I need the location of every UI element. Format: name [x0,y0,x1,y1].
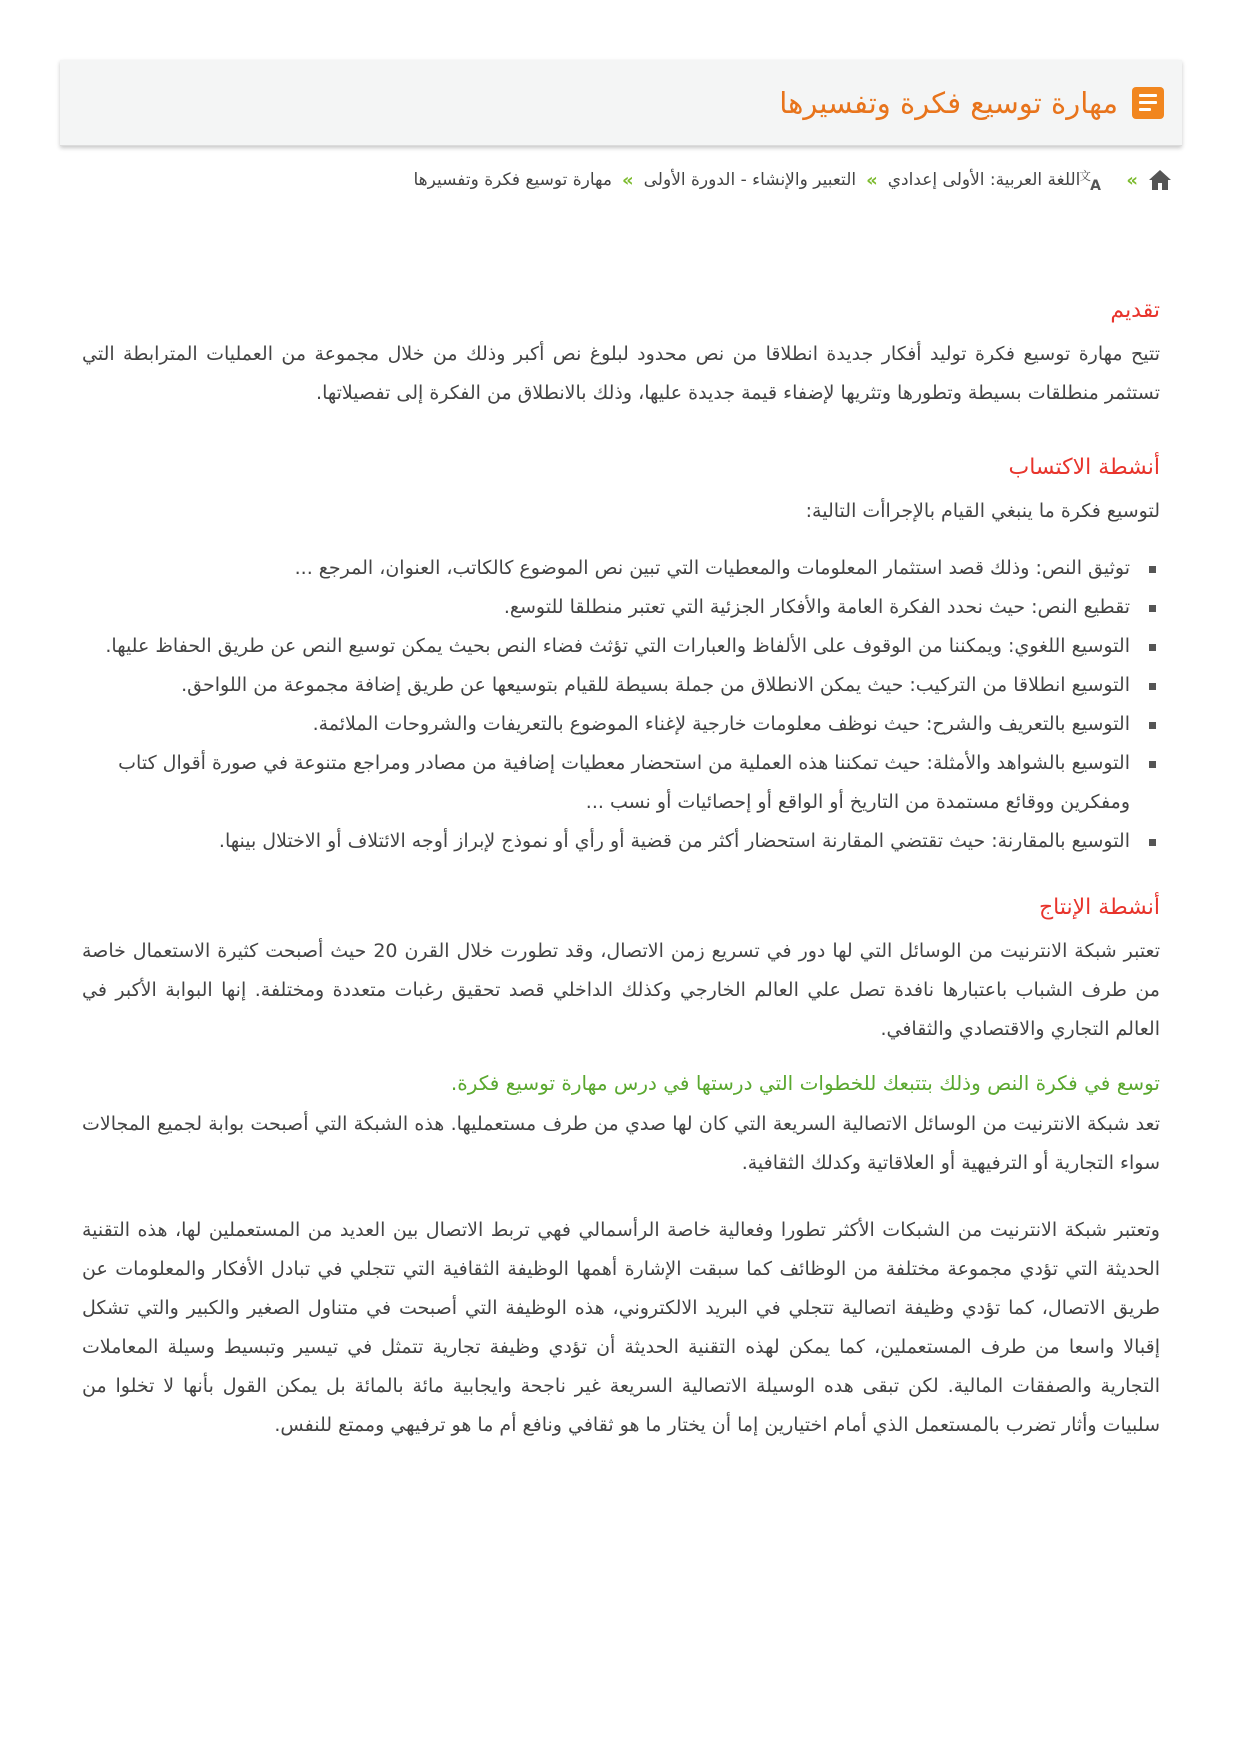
list-item: التوسيع انطلاقا من التركيب: حيث يمكن الانطلاق من جملة بسيطة للقيام بتوسيعها عن طريق إضافة مجموعة من اللواحق. [82,666,1130,705]
svg-text:A: A [1090,178,1102,194]
breadcrumb-separator: » [1126,169,1138,191]
breadcrumb [413,168,1172,192]
acquisition-section [82,455,1160,861]
production-answer-2: وتعتبر شبكة الانترنيت من الشبكات الأكثر تطورا وفعالية خاصة الرأسمالي فهي تربط الاتصال بين العديد من المستعملين لها، هذه التقنية الحديثة التي تؤدي مجموعة مختلفة من الوظائف كما سبقت الإشارة أهمها الوظيفة الثقافية التي تتجلي في تبادل الأفكار والمعلومات عن طريق الاتصال، كما تؤدي وظيفة اتصالية تتجلي في البريد الالكتروني، هذه الوظيفة التي أصبحت في متناول الصغير والكبير والتي تشكل إقبالا واسعا من طرف المستعملين، كما يمكن لهذه التقنية الحديثة أن تؤدي وظيفة تجارية تتمثل في تيسير وتبسيط وسيلة المعاملات التجارية والصفقات المالية. لكن تبقى هده الوسيلة الاتصالية السريعة غير ناجحة وايجابية مائة بالمائة بل يمكن القول بأنها لا تخلوا من سلبيات وأثار تضرب بالمستعمل الذي أمام اختيارين إما أن يختار ما هو ثقافي ونافع أم ما هو ترفيهي وممتع للنفس. [82,1219,1160,1436]
list-item: التوسيع بالشواهد والأمثلة: حيث تمكننا هذه العملية من استحضار معطيات إضافية من مصادر ومراجع متنوعة في صورة أقوال كتاب ومفكرين ووقائع مستمدة من التاريخ أو الواقع أو إحصائيات أو نسب ... [82,744,1130,822]
intro-heading: تقديم [1110,298,1160,323]
home-icon[interactable] [1148,169,1172,191]
document-icon [1132,87,1164,119]
breadcrumb-item-current: مهارة توسيع فكرة وتفسيرها [413,170,612,190]
breadcrumb-item-unit[interactable]: التعبير والإنشاء - الدورة الأولى [643,170,857,190]
intro-text: تتيح مهارة توسيع فكرة توليد أفكار جديدة انطلاقا من نص محدود لبلوغ نص أكبر وذلك من خلال مجموعة من العمليات المترابطة التي تستثمر منطلقات بسيطة وتطورها وتثريها لإضفاء قيمة جديدة عليها، وذلك بالانطلاق من الفكرة إلى تفصيلاتها. [82,343,1160,404]
breadcrumb-item-course[interactable]: اللغة العربية: الأولى إعدادي [887,170,1081,190]
production-heading: أنشطة الإنتاج [1038,895,1160,920]
production-text: تعتبر شبكة الانترنيت من الوسائل التي لها دور في تسريع زمن الاتصال، وقد تطورت خلال القرن 20 حيث أصبحت كثيرة الاستعمال خاصة من طرف الشباب باعتبارها نافدة تصل علي العالم الخارجي وكذلك الداخلي قصد تحقيق رغبات متعددة ومختلفة. إنها البوابة الأكبر في العالم التجاري والاقتصادي والثقافي. [82,940,1160,1040]
acquisition-lead: لتوسيع فكرة ما ينبغي القيام بالإجراأت التالية: [805,500,1160,522]
production-answer-1: تعد شبكة الانترنيت من الوسائل الاتصالية السريعة التي كان لها صدي من طرف مستعمليها. هذه الشبكة التي أصبحت بوابة لجميع المجالات سواء التجارية أو الترفيهية أو العلاقاتية وكدلك الثقافية. [82,1113,1160,1174]
production-section [82,895,1160,1445]
svg-text:文: 文 [1079,169,1092,183]
lesson-content [82,298,1160,1445]
acquisition-heading: أنشطة الاكتساب [1008,455,1160,480]
translate-icon[interactable] [1079,168,1116,194]
list-item: توثيق النص: وذلك قصد استثمار المعلومات والمعطيات التي تبين نص الموضوع كالكاتب، العنوان، المرجع ... [82,549,1130,588]
breadcrumb-separator: » [622,169,634,191]
page-header [60,60,1182,146]
list-item: تقطيع النص: حيث نحدد الفكرة العامة والأفكار الجزئية التي تعتبر منطلقا للتوسع. [82,588,1130,627]
list-item: التوسيع اللغوي: ويمكننا من الوقوف على الألفاظ والعبارات التي تؤثث فضاء النص بحيث يمكن توسيع النص عن طريق الحفاظ عليها. [82,627,1130,666]
steps-list [82,549,1160,861]
page-title: مهارة توسيع فكرة وتفسيرها [779,85,1118,120]
breadcrumb-separator: » [866,169,878,191]
production-task: توسع في فكرة النص وذلك بتتبعك للخطوات التي درستها في درس مهارة توسيع فكرة. [450,1071,1160,1095]
intro-section [82,298,1160,413]
list-item: التوسيع بالتعريف والشرح: حيث نوظف معلومات خارجية لإغناء الموضوع بالتعريفات والشروحات الملائمة. [82,705,1130,744]
list-item: التوسيع بالمقارنة: حيث تقتضي المقارنة استحضار أكثر من قضية أو رأي أو نموذج لإبراز أوجه الائتلاف أو الاختلال بينها. [82,822,1130,861]
